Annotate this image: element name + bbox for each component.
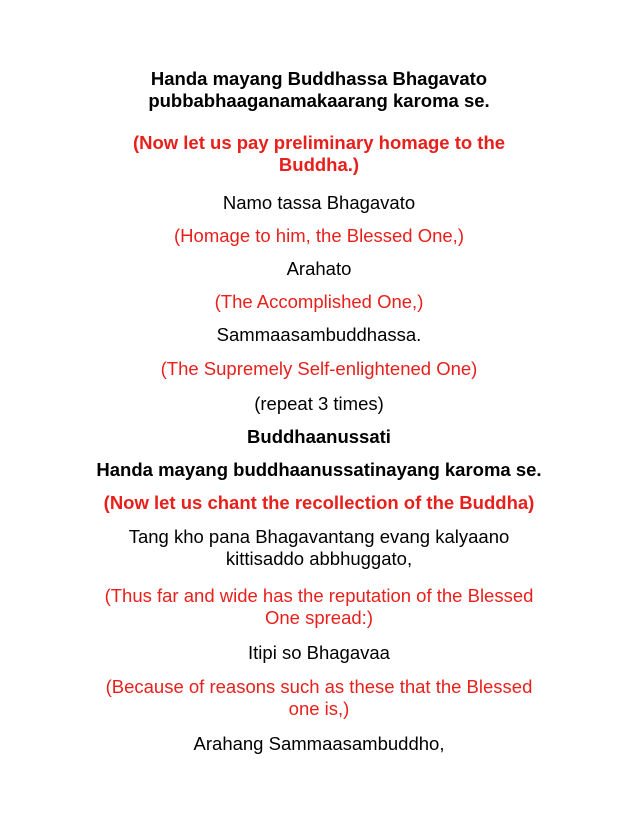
heading-translation-line-2: Buddha.) (278, 154, 360, 175)
heading-pali-line-1: Handa mayang Buddhassa Bhagavato (150, 68, 488, 89)
section-intro-translation: (Now let us chant the recollection of the Buddha) (103, 492, 535, 513)
heading-translation (0, 132, 638, 176)
samma-translation: (The Supremely Self-enlightened One) (160, 358, 478, 379)
samma-line: Sammaasambuddhassa. (216, 324, 422, 345)
heading-pali (0, 68, 638, 112)
itipi-translation-line-2: one is,) (288, 698, 350, 719)
arahato-line: Arahato (286, 258, 352, 279)
tang-pali-line-1: Tang kho pana Bhagavantang evang kalyaano (128, 526, 510, 547)
repeat-note: (repeat 3 times) (254, 393, 384, 414)
itipi-translation-line-1: (Because of reasons such as these that the Blessed (105, 676, 533, 697)
tang-translation-line-2: One spread:) (265, 607, 373, 628)
heading-pali-line-2: pubbabhaaganamakaarang karoma se. (148, 90, 490, 111)
tang-pali-line-2: kittisaddo abbhuggato, (225, 548, 413, 569)
section-title: Buddhaanussati (247, 426, 391, 447)
tang-translation-line-1: (Thus far and wide has the reputation of the Blessed (104, 585, 534, 606)
arahato-translation: (The Accomplished One,) (214, 291, 424, 312)
itipi-translation (0, 676, 638, 720)
tang-pali (0, 526, 638, 570)
heading-translation-line-1: (Now let us pay preliminary homage to the (132, 132, 506, 153)
section-intro: Handa mayang buddhaanussatinayang karoma se. (96, 459, 542, 480)
namo-line: Namo tassa Bhagavato (222, 192, 416, 213)
arahang-line: Arahang Sammaasambuddho, (193, 733, 445, 754)
namo-translation: (Homage to him, the Blessed One,) (174, 225, 464, 246)
itipi-line: Itipi so Bhagavaa (248, 642, 390, 663)
tang-translation (0, 585, 638, 629)
